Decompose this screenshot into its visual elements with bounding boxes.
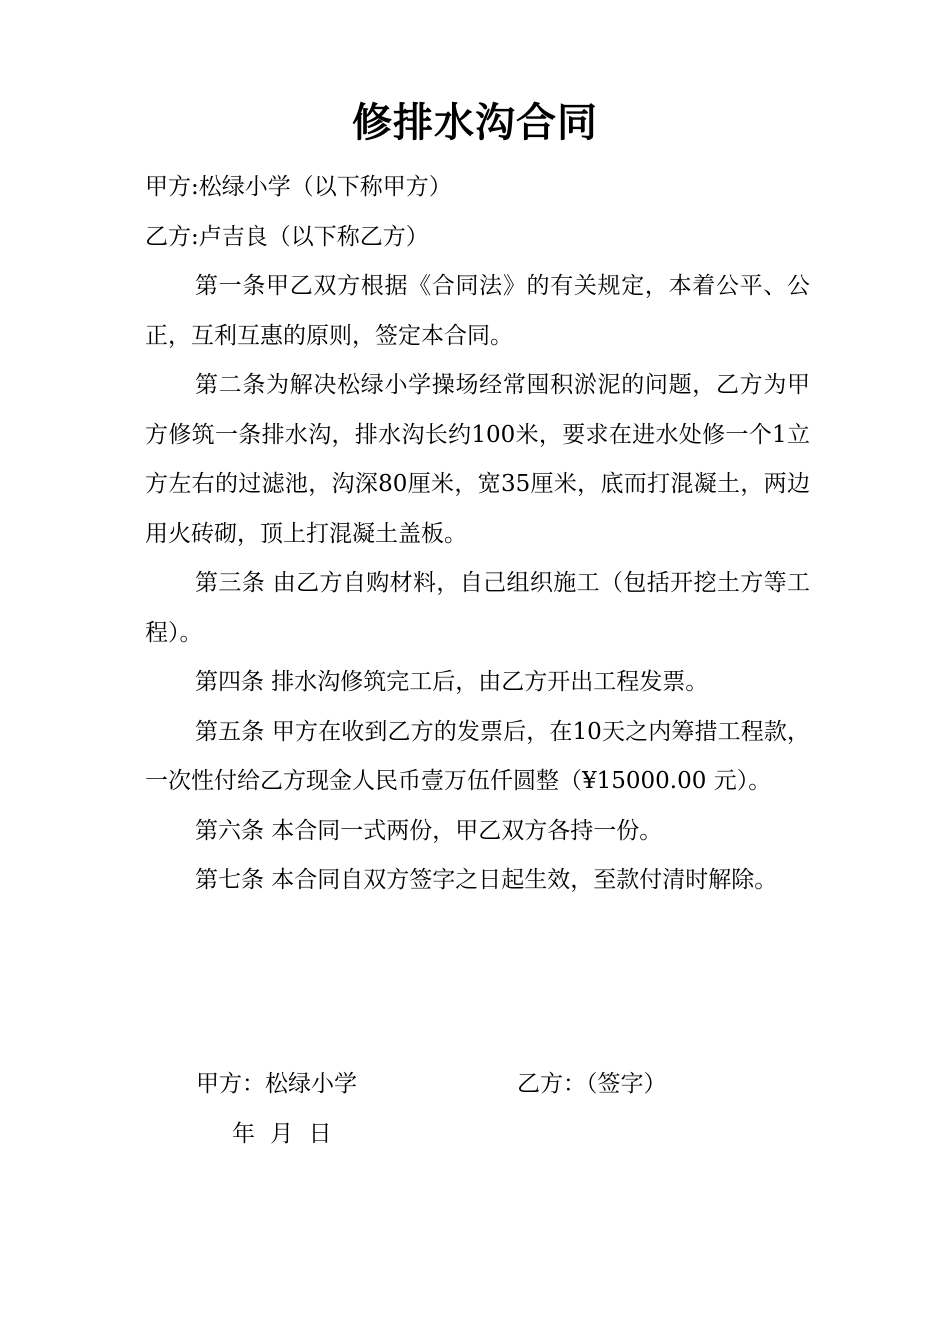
party-a-line: 甲方:松绿小学（以下称甲方） [145,174,452,200]
party-b-signature: 乙方：（签字） [517,1071,667,1097]
signature-row [196,1060,796,1110]
signature-date: 年 月 日 [232,1120,332,1147]
contract-body [145,163,810,906]
signature-block [196,1060,796,1159]
article-6: 第六条 本合同一式两份，甲乙双方各持一份。 [195,817,663,844]
document-title: 修排水沟合同 [352,100,598,146]
article-1: 第一条甲乙双方根据《合同法》的有关规定，本着公平、公正，互利互惠的原则，签定本合同。 [145,273,810,349]
article-7: 第七条 本合同自双方签字之日起生效，至款付清时解除。 [195,867,778,893]
article-2: 第二条为解决松绿小学操场经常囤积淤泥的问题，乙方为甲方修筑一条排水沟，排水沟长约100米，要求在进水处修一个1立方左右的过滤池，沟深80厘米，宽35厘米，底而打混凝土，两边用火砖砌，顶上打混凝土盖板。 [145,372,810,547]
article-5: 第五条 甲方在收到乙方的发票后，在10天之内筹措工程款，一次性付给乙方现金人民币壹万伍仟圆整（¥15000.00 元）。 [145,718,810,794]
article-4: 第四条 排水沟修筑完工后，由乙方开出工程发票。 [195,669,709,695]
date-row [196,1110,796,1160]
article-3: 第三条 由乙方自购材料，自己组织施工（包括开挖土方等工程）。 [145,570,810,646]
party-b-line: 乙方:卢吉良（以下称乙方） [145,223,429,250]
party-a-signature: 甲方：松绿小学 [196,1071,357,1097]
